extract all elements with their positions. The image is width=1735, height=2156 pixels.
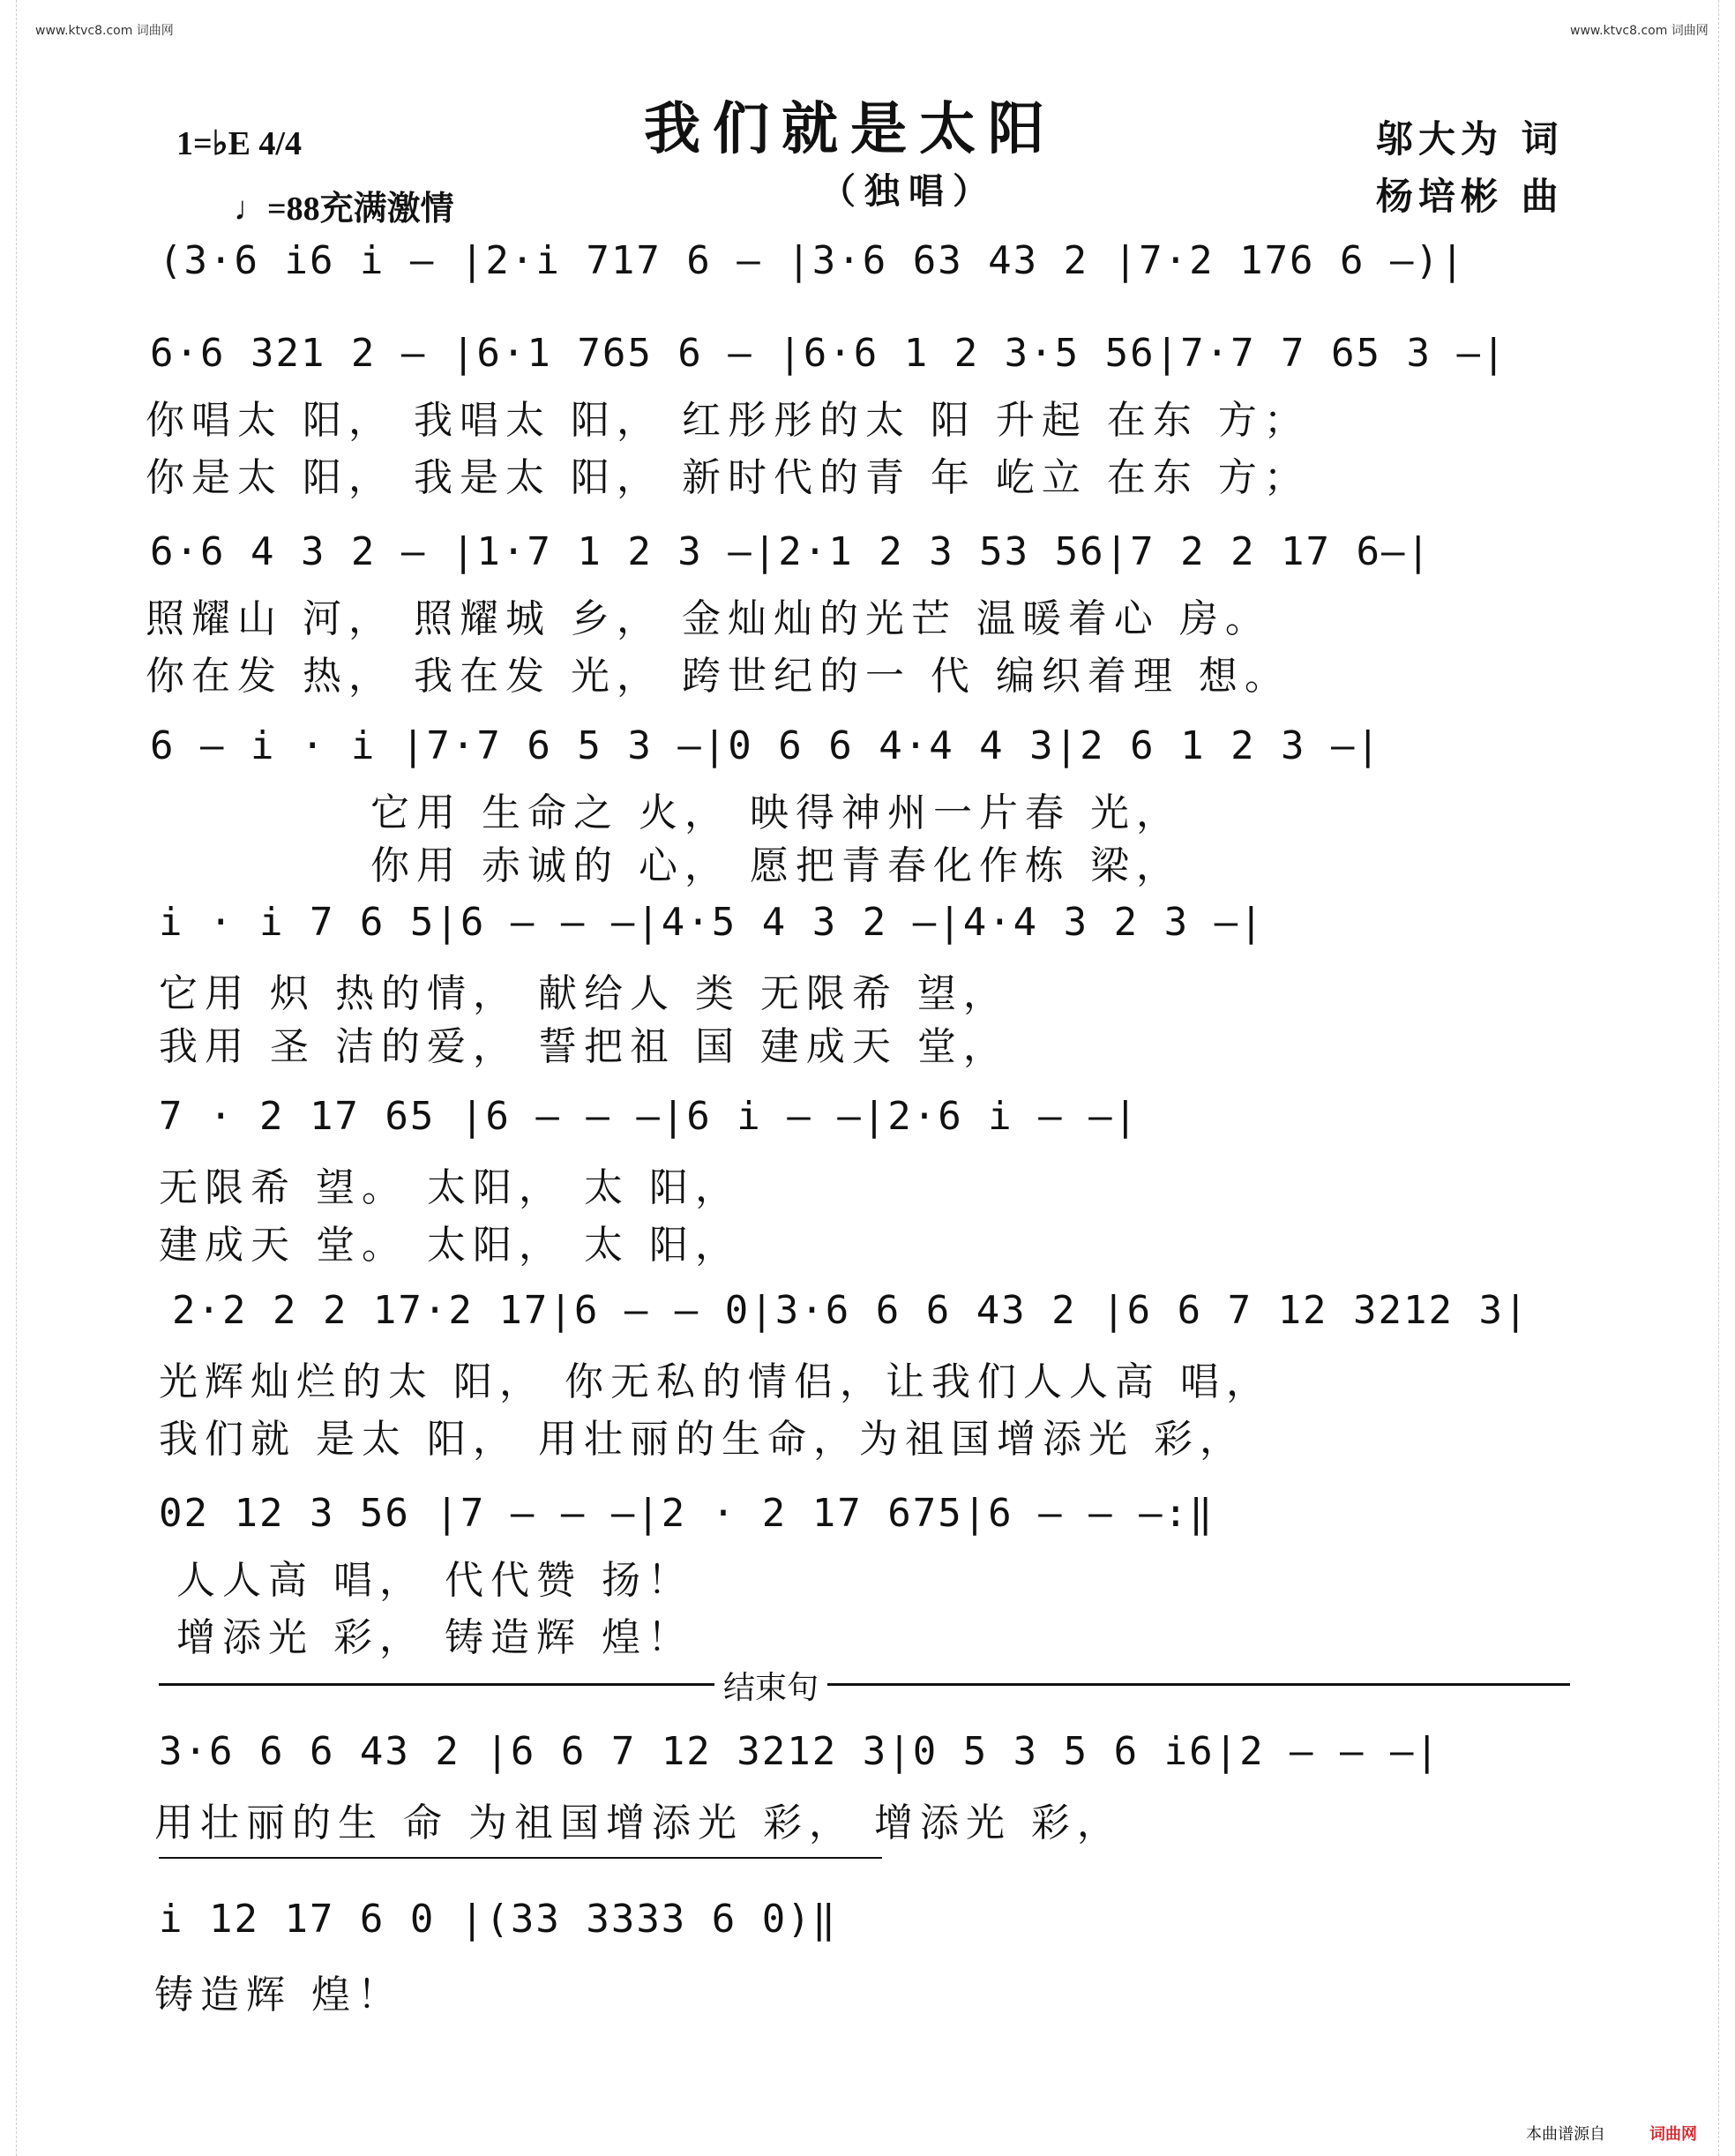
lyric-line-5-verse-2: 建成天 堂。 太阳， 太 阳， xyxy=(159,1223,741,1268)
ending-notation-2: i 12 17 6 0 |(33 3333 6 0)‖ xyxy=(159,1897,838,1942)
intro-notation: (3·6 i6 i — |2·i 717 6 — |3·6 63 43 2 |7·2 176 6 —)| xyxy=(159,238,1466,283)
lyric-line-1-verse-2: 你是太 阳， 我是太 阳， 新时代的青 年 屹立 在东 方； xyxy=(146,455,1310,500)
tempo-marking: ♩=88充满激情 xyxy=(234,191,454,228)
notation-line-7: 02 12 3 56 |7 — — —|2 · 2 17 675|6 — — —:‖ xyxy=(159,1491,1215,1536)
lyric-line-3-verse-2: 你用 赤诚的 心， 愿把青春化作栋 梁， xyxy=(370,843,1182,888)
key-signature: 1=♭E 4/4 xyxy=(176,125,302,162)
ending-sub-line xyxy=(159,1857,882,1859)
notation-line-5: 7 · 2 17 65 |6 — — —|6 i — —|2·6 i — —| xyxy=(159,1094,1140,1139)
lyricist-credit: 邬大为 词 xyxy=(1376,117,1564,161)
ending-lyric-2: 铸造辉 煌！ xyxy=(154,1973,403,2018)
right-margin-strip xyxy=(1718,0,1735,2156)
footer-source-text: 本曲谱源自 xyxy=(1526,2125,1605,2144)
page-title: 我们就是太阳 xyxy=(644,96,1057,162)
left-margin-strip xyxy=(0,0,17,2156)
site-watermark-right: www.ktvc8.com 词曲网 xyxy=(1570,24,1709,38)
site-watermark-left: www.ktvc8.com 词曲网 xyxy=(35,24,174,38)
lyric-line-1-verse-1: 你唱太 阳， 我唱太 阳， 红彤彤的太 阳 升起 在东 方； xyxy=(146,398,1310,443)
composer-credit: 杨培彬 曲 xyxy=(1376,175,1564,218)
lyric-line-3-verse-1: 它用 生命之 火， 映得神州一片春 光， xyxy=(370,790,1182,835)
notation-line-6: 2·2 2 2 17·2 17|6 — — 0|3·6 6 6 43 2 |6 6 7 12 3212 3| xyxy=(172,1288,1529,1333)
lyric-line-7-verse-1: 人人高 唱， 代代赞 扬！ xyxy=(176,1558,693,1603)
lyric-line-5-verse-1: 无限希 望。 太阳， 太 阳， xyxy=(159,1165,741,1210)
lyric-line-7-verse-2: 增添光 彩， 铸造辉 煌！ xyxy=(176,1615,693,1660)
lyric-line-4-verse-1: 它用 炽 热的情， 献给人 类 无限希 望， xyxy=(159,971,1009,1016)
lyric-line-6-verse-1: 光辉灿烂的太 阳， 你无私的情侣，让我们人人高 唱， xyxy=(159,1359,1272,1404)
ending-notation-1: 3·6 6 6 43 2 |6 6 7 12 3212 3|0 5 3 5 6 i6|2 — — —| xyxy=(159,1729,1441,1774)
notation-line-3: 6 — i · i |7·7 6 5 3 —|0 6 6 4·4 4 3|2 6 1 2 3 —| xyxy=(150,723,1382,768)
notation-line-2: 6·6 4 3 2 — |1·7 1 2 3 —|2·1 2 3 53 56|7 2 2 17 6—| xyxy=(150,529,1432,574)
ending-separator-line xyxy=(159,1683,1570,1686)
ending-lyric-1: 用壮丽的生 命 为祖国增添光 彩， 增添光 彩， xyxy=(154,1800,1123,1845)
lyric-line-2-verse-1: 照耀山 河， 照耀城 乡， 金灿灿的光芒 温暖着心 房。 xyxy=(146,596,1271,641)
footer-brand: 词曲网 xyxy=(1649,2125,1697,2144)
notation-line-4: i · i 7 6 5|6 — — —|4·5 4 3 2 —|4·4 3 2 3 —| xyxy=(159,900,1265,945)
lyric-line-2-verse-2: 你在发 热， 我在发 光， 跨世纪的一 代 编织着理 想。 xyxy=(146,654,1290,699)
notation-line-1: 6·6 321 2 — |6·1 765 6 — |6·6 1 2 3·5 56|7·7 7 65 3 —| xyxy=(150,331,1507,376)
page-subtitle: （独唱） xyxy=(820,170,997,212)
lyric-line-4-verse-2: 我用 圣 洁的爱， 誓把祖 国 建成天 堂， xyxy=(159,1024,1009,1069)
ending-label: 结束句 xyxy=(714,1663,827,1708)
lyric-line-6-verse-2: 我们就 是太 阳， 用壮丽的生命，为祖国增添光 彩， xyxy=(159,1417,1245,1462)
